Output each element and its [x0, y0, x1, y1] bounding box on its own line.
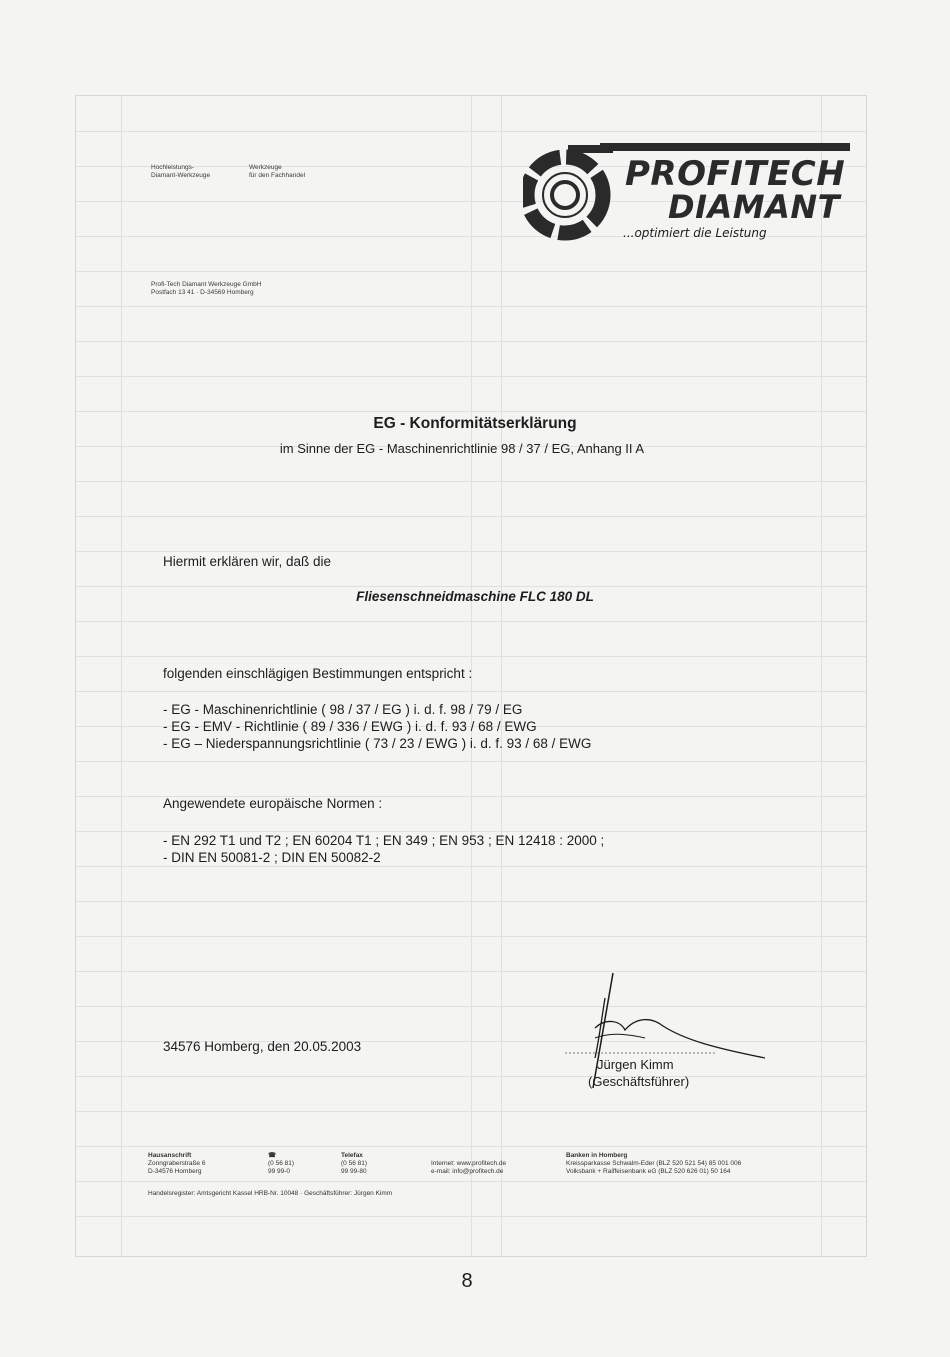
tagline-line: Hochleistungs-: [151, 164, 194, 171]
logo-bar: [600, 143, 850, 151]
declaration-title: EG - Konformitätserklärung: [373, 415, 577, 432]
footer-heading: Banken in Homberg: [566, 1152, 628, 1159]
company-logo: [520, 140, 850, 250]
place-date: 34576 Homberg, den 20.05.2003: [163, 1039, 362, 1054]
provisions-intro: folgenden einschlägigen Bestimmungen entspricht :: [163, 666, 473, 681]
footer-address: [148, 1152, 205, 1176]
phone-icon: ☎: [268, 1152, 277, 1159]
footer-web: [431, 1152, 506, 1176]
footer-line: Volksbank + Raiffeisenbank eG (BLZ 520 626 01) 50 164: [566, 1168, 731, 1175]
footer-phone: [268, 1152, 294, 1176]
logo-slogan: ...optimiert die Leistung: [623, 226, 767, 240]
diamond-blade-icon: [523, 145, 613, 245]
footer-line: D-34576 Homberg: [148, 1168, 202, 1175]
list-item: - EG - Maschinenrichtlinie ( 98 / 37 / EG ) i. d. f. 98 / 79 / EG: [163, 702, 523, 717]
footer-line: e-mail: info@profitech.de: [431, 1168, 504, 1175]
list-item: - EG – Niederspannungsrichtlinie ( 73 / 23 / EWG ) i. d. f. 93 / 68 / EWG: [163, 736, 592, 751]
footer-heading: Telefax: [341, 1152, 363, 1159]
footer-line: 99 99-0: [268, 1168, 291, 1175]
declaration-subtitle: im Sinne der EG - Maschinenrichtlinie 98 / 37 / EG, Anhang II A: [279, 441, 645, 456]
footer-line: Kreissparkasse Schwalm-Eder (BLZ 520 521 54) 85 001 006: [566, 1160, 742, 1167]
footer-line: 99 99-80: [341, 1168, 367, 1175]
sender-address: [151, 281, 261, 297]
standards-list: [163, 832, 604, 866]
tagline-column-2: [249, 164, 305, 180]
tagline-column-1: [151, 164, 210, 180]
footer-heading: Hausanschrift: [148, 1152, 192, 1159]
provisions-list: [163, 701, 591, 752]
product-name: Fliesenschneidmaschine FLC 180 DL: [356, 589, 594, 604]
list-item: - EG - EMV - Richtlinie ( 89 / 336 / EWG ) i. d. f. 93 / 68 / EWG: [163, 719, 537, 734]
footer-line: (0 56 81): [268, 1160, 295, 1167]
footer-line: Internet: www.profitech.de: [431, 1160, 507, 1167]
signer-name: Jürgen Kimm: [597, 1057, 674, 1072]
logo-brand-bottom: DIAMANT: [668, 188, 840, 226]
footer-register: Handelsregister: Amtsgericht Kassel HRB-Nr. 10048 · Geschäftsführer: Jürgen Kimm: [148, 1190, 393, 1197]
page-number: 8: [461, 1270, 473, 1292]
address-line: Profi-Tech Diamant Werkzeuge GmbH: [151, 281, 262, 288]
tagline-line: für den Fachhandel: [249, 172, 306, 179]
footer-line: (0 56 81): [341, 1160, 368, 1167]
logo-brand-top: PROFITECH: [625, 154, 846, 194]
signer-role: (Geschäftsführer): [588, 1074, 690, 1089]
footer-heading: [431, 1152, 506, 1160]
footer-line: Zonngraberstraße 6: [148, 1160, 206, 1167]
footer-fax: [341, 1152, 367, 1176]
standards-intro: Angewendete europäische Normen :: [163, 796, 383, 811]
list-item: - DIN EN 50081-2 ; DIN EN 50082-2: [163, 850, 381, 865]
tagline-line: Werkzeuge: [249, 164, 282, 171]
intro-text: Hiermit erklären wir, daß die: [163, 554, 332, 569]
list-item: - EN 292 T1 und T2 ; EN 60204 T1 ; EN 349 ; EN 953 ; EN 12418 : 2000 ;: [163, 833, 605, 848]
address-line: Postfach 13 41 · D-34569 Homberg: [151, 289, 254, 296]
footer-banks: [566, 1152, 741, 1176]
tagline-line: Diamant-Werkzeuge: [151, 172, 211, 179]
